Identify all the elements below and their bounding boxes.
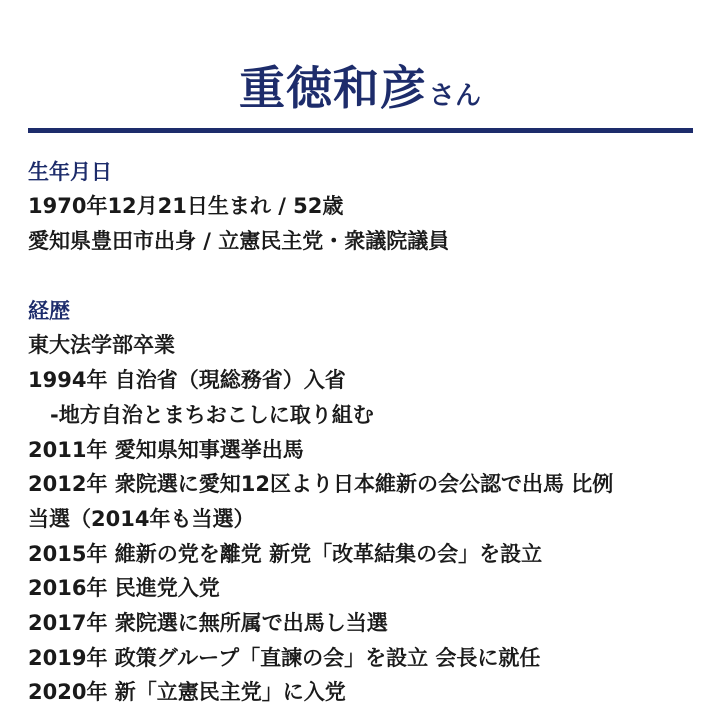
birth-line: 1970年12月21日生まれ / 52歳: [28, 194, 344, 218]
career-item: 2019年 政策グループ「直諫の会」を設立 会長に就任: [28, 645, 541, 670]
career-item: 2011年 愛知県知事選挙出馬: [28, 437, 304, 462]
person-name: 重徳和彦: [238, 61, 427, 115]
career-heading: 経歴: [28, 299, 70, 324]
page-title: [0, 52, 720, 118]
affiliation-line: 愛知県豊田市出身 / 立憲民主党・衆議院議員: [28, 228, 450, 253]
profile-content: [28, 155, 698, 710]
career-item: 2015年 維新の党を離党 新党「改革結集の会」を設立: [28, 541, 543, 566]
career-item-detail: -地方自治とまちおこしに取り組む: [50, 402, 374, 427]
title-divider: [28, 128, 693, 133]
career-item: 2020年 新「立憲民主党」に入党: [28, 680, 346, 705]
career-item: 2017年 衆院選に無所属で出馬し当選: [28, 611, 388, 636]
section-spacer: [28, 258, 698, 294]
birth-heading: 生年月日: [28, 160, 112, 184]
career-item: 東大法学部卒業: [28, 333, 175, 358]
career-item: 2012年 衆院選に愛知12区より日本維新の会公認で出馬 比例: [28, 472, 614, 497]
career-item: 2016年 民進党入党: [28, 576, 220, 601]
career-item-continuation: 当選（2014年も当選）: [28, 506, 255, 531]
name-honorific: さん: [428, 81, 481, 111]
career-item: 1994年 自治省（現総務省）入省: [28, 368, 346, 393]
